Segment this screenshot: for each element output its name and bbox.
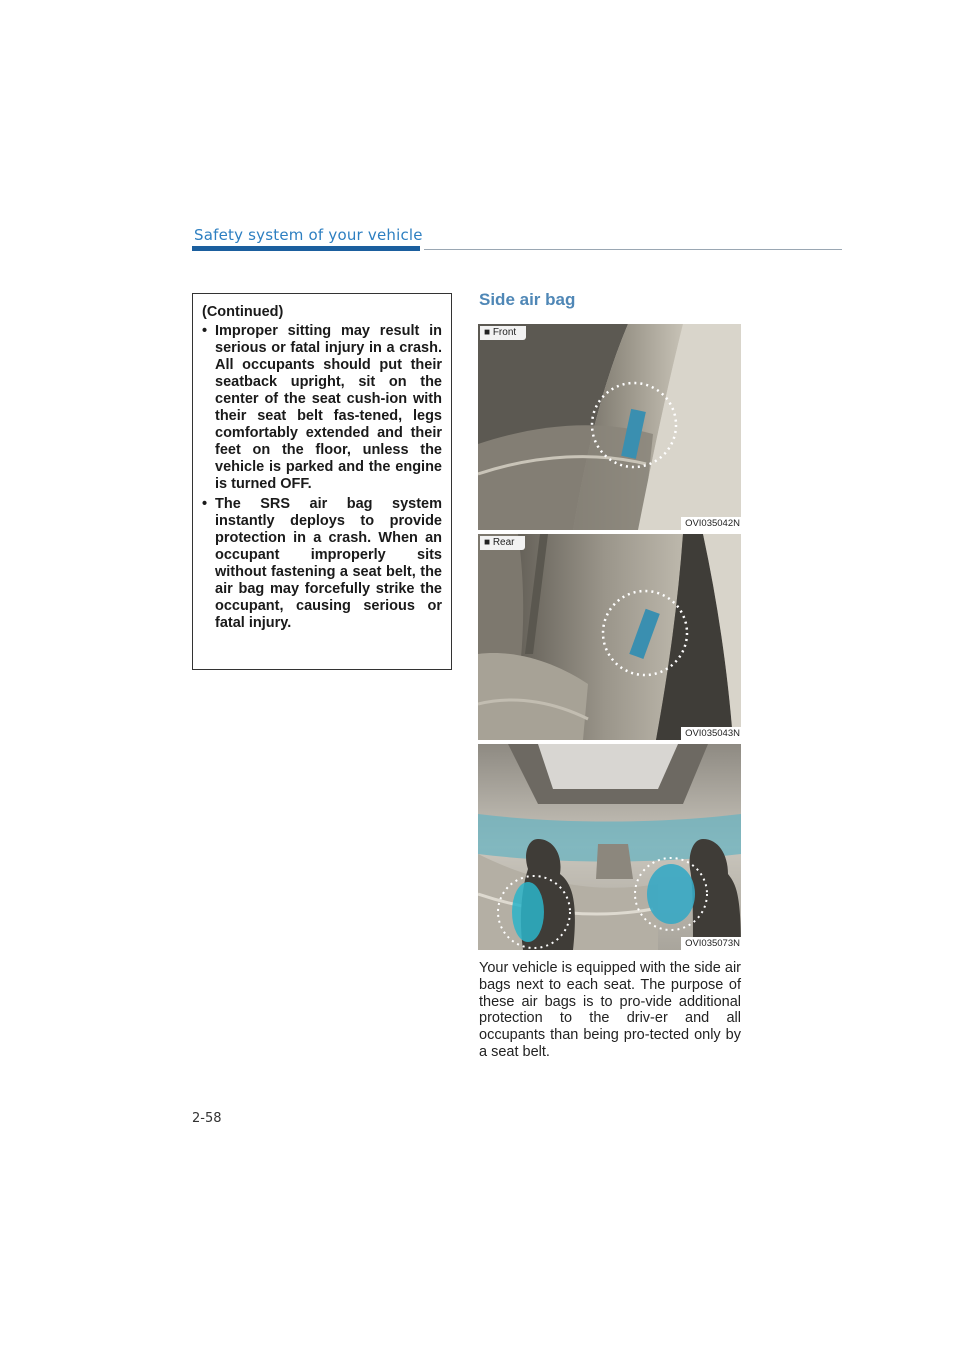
header-accent-bar: [192, 246, 420, 251]
figure-front-seat: [478, 324, 741, 530]
rear-seat-illustration: [478, 534, 741, 740]
warning-item: [202, 323, 442, 493]
body-paragraph: Your vehicle is equipped with the side air bags next to each seat. The purpose of these air bags is to pro-vide additional protection to the driv-er and all occupants than being pro-tected only by a seat belt.: [479, 960, 741, 1060]
figure-label: ■ Front: [480, 326, 526, 340]
figure-deployed-airbags: [478, 744, 741, 950]
bullet-icon: •: [202, 496, 208, 512]
section-header: [192, 222, 842, 252]
section-heading: Side air bag: [479, 290, 576, 309]
page-number: 2-58: [192, 1111, 222, 1126]
section-title: Safety system of your vehicle: [194, 226, 423, 244]
figure-code: OVI035043N: [681, 727, 741, 740]
figure-code: OVI035042N: [681, 517, 741, 530]
bullet-icon: •: [202, 323, 208, 339]
warning-item-text: Improper sitting may result in serious or fatal injury in a crash. All occupants should put their seatback upright, sit on the center of the seat cush-ion with their seat belt fas-tened, legs comfortably extended and their feet on the floor, unless the vehicle is parked and the engine is turned OFF.: [215, 323, 442, 492]
deployed-airbags-illustration: [478, 744, 741, 950]
front-seat-illustration: [478, 324, 741, 530]
figure-code: OVI035073N: [681, 937, 741, 950]
warning-item-text: The SRS air bag system instantly deploys to provide protection in a crash. When an occupant improperly sits without fastening a seat belt, the air bag may forcefully strike the occupant, causing serious or fatal injury.: [215, 496, 442, 631]
warning-box: [192, 293, 452, 670]
header-rule: [424, 249, 842, 250]
warning-item: [202, 496, 442, 632]
warning-continued-label: (Continued): [202, 304, 284, 320]
figure-label: ■ Rear: [480, 536, 525, 550]
figure-rear-seat: [478, 534, 741, 740]
